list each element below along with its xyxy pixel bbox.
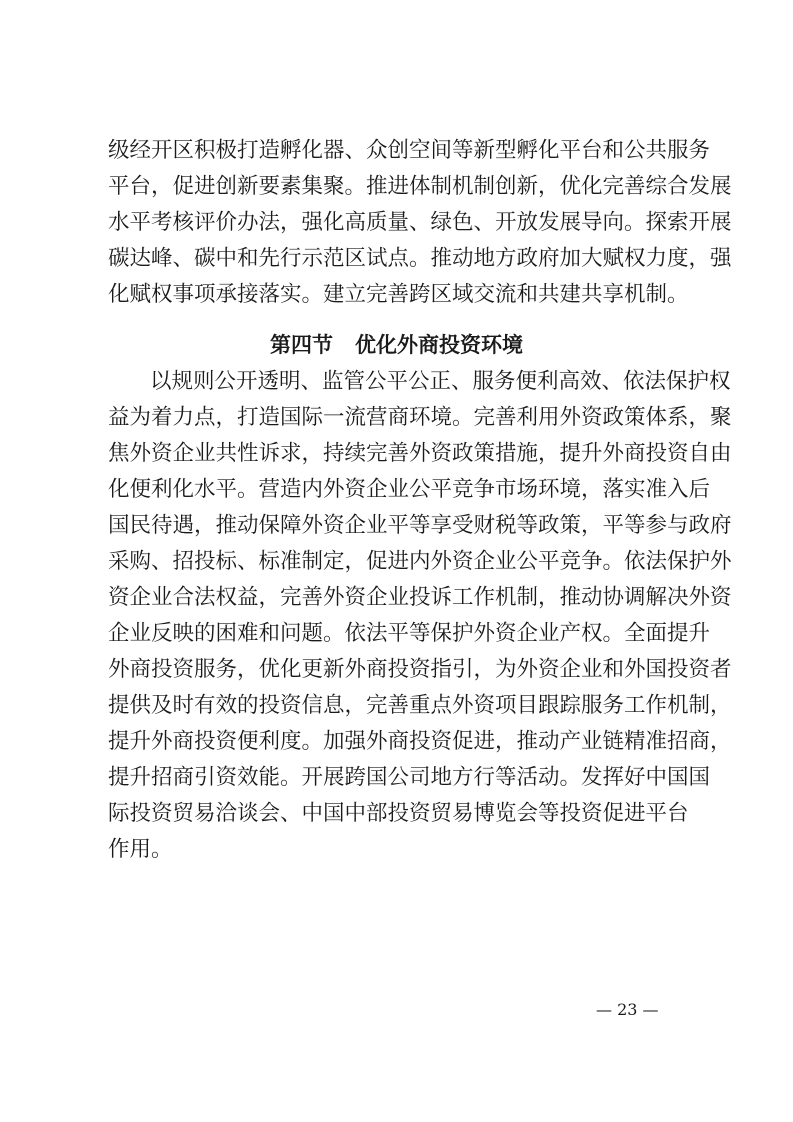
text-line: 际投资贸易洽谈会、中国中部投资贸易博览会等投资促进平台 <box>108 801 689 826</box>
text-line: 焦外资企业共性诉求，持续完善外资政策措施，提升外商投资自由 <box>108 441 732 466</box>
text-line: 外商投资服务，优化更新外商投资指引，为外资企业和外国投资者 <box>108 657 732 682</box>
section-number: 第四节 <box>270 332 333 357</box>
text-line: 水平考核评价办法，强化高质量、绿色、开放发展导向。探索开展 <box>108 210 732 235</box>
text-line: 资企业合法权益，完善外资企业投诉工作机制，推动协调解决外资 <box>108 585 732 610</box>
section-heading <box>0 330 793 360</box>
text-line: 碳达峰、碳中和先行示范区试点。推动地方政府加大赋权力度，强 <box>108 246 732 271</box>
section-title: 优化外商投资环境 <box>355 332 523 357</box>
text-line: 平台，促进创新要素集聚。推进体制机制创新，优化完善综合发展 <box>108 174 732 199</box>
text-line: 企业反映的困难和问题。依法平等保护外资企业产权。全面提升 <box>108 621 711 646</box>
text-line: 国民待遇，推动保障外资企业平等享受财税等政策，平等参与政府 <box>108 513 732 538</box>
text-line: 以规则公开透明、监管公平公正、服务便利高效、依法保护权 <box>150 369 731 394</box>
text-line: 提升招商引资效能。开展跨国公司地方行等活动。发挥好中国国 <box>108 765 711 790</box>
text-line: 作用。 <box>108 837 173 862</box>
text-line: 提供及时有效的投资信息，完善重点外资项目跟踪服务工作机制， <box>108 693 732 718</box>
text-line: 益为着力点，打造国际一流营商环境。完善利用外资政策体系，聚 <box>108 405 732 430</box>
text-line: 级经开区积极打造孵化器、众创空间等新型孵化平台和公共服务 <box>108 138 711 163</box>
page-number: — 23 — <box>596 1000 659 1019</box>
text-line: 提升外商投资便利度。加强外商投资促进，推动产业链精准招商， <box>108 729 732 754</box>
text-line: 采购、招投标、标准制定，促进内外资企业公平竞争。依法保护外 <box>108 549 732 574</box>
text-line: 化赋权事项承接落实。建立完善跨区域交流和共建共享机制。 <box>108 282 689 307</box>
text-line: 化便利化水平。营造内外资企业公平竞争市场环境，落实准入后 <box>108 477 711 502</box>
